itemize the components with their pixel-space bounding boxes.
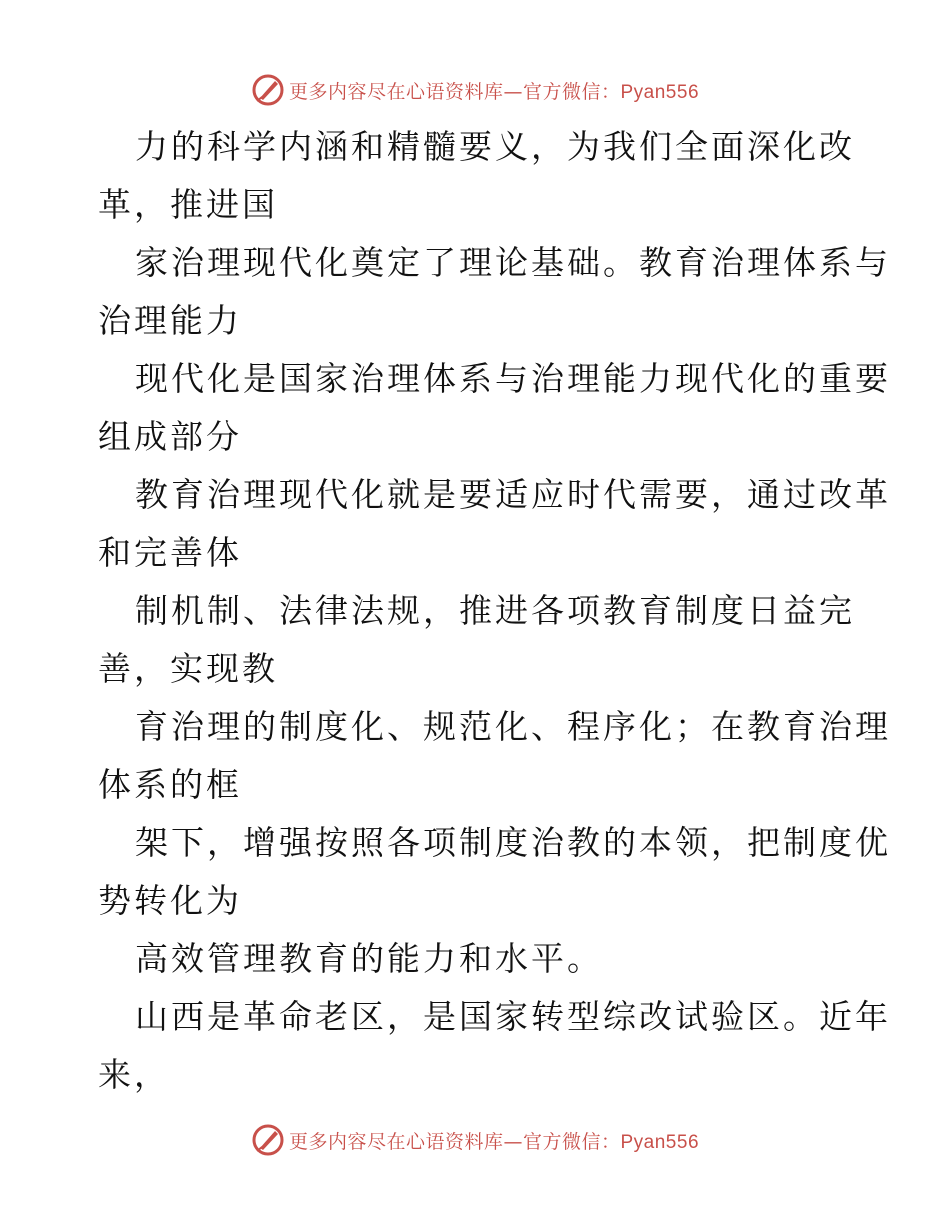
quill-logo-icon	[251, 1123, 285, 1157]
quill-logo-icon	[251, 73, 285, 107]
document-body	[98, 118, 891, 1104]
text-line: 革，推进国	[98, 185, 278, 224]
text-line: 治理能力	[98, 301, 242, 340]
text-line: 育治理的制度化、规范化、程序化；在教育治理	[135, 707, 891, 746]
text-line: 体系的框	[98, 765, 242, 804]
header-watermark	[0, 70, 950, 110]
text-line: 善，实现教	[98, 649, 278, 688]
text-line: 和完善体	[98, 533, 242, 572]
text-line: 制机制、法律法规，推进各项教育制度日益完	[135, 591, 855, 630]
text-line: 组成部分	[98, 417, 242, 456]
text-line: 来，	[98, 1055, 170, 1094]
text-line: 家治理现代化奠定了理论基础。教育治理体系与	[135, 243, 891, 282]
text-line: 现代化是国家治理体系与治理能力现代化的重要	[135, 359, 891, 398]
watermark-text: 更多内容尽在心语资料库—官方微信：Pyan556	[288, 80, 700, 103]
text-line: 力的科学内涵和精髓要义，为我们全面深化改	[135, 127, 855, 166]
text-line: 教育治理现代化就是要适应时代需要，通过改革	[135, 475, 891, 514]
text-line: 山西是革命老区，是国家转型综改试验区。近年	[135, 997, 891, 1036]
text-line: 高效管理教育的能力和水平。	[135, 939, 603, 978]
text-line: 架下，增强按照各项制度治教的本领，把制度优	[135, 823, 891, 862]
watermark-text: 更多内容尽在心语资料库—官方微信：Pyan556	[288, 1130, 700, 1153]
text-line: 势转化为	[98, 881, 242, 920]
footer-watermark	[0, 1120, 950, 1160]
